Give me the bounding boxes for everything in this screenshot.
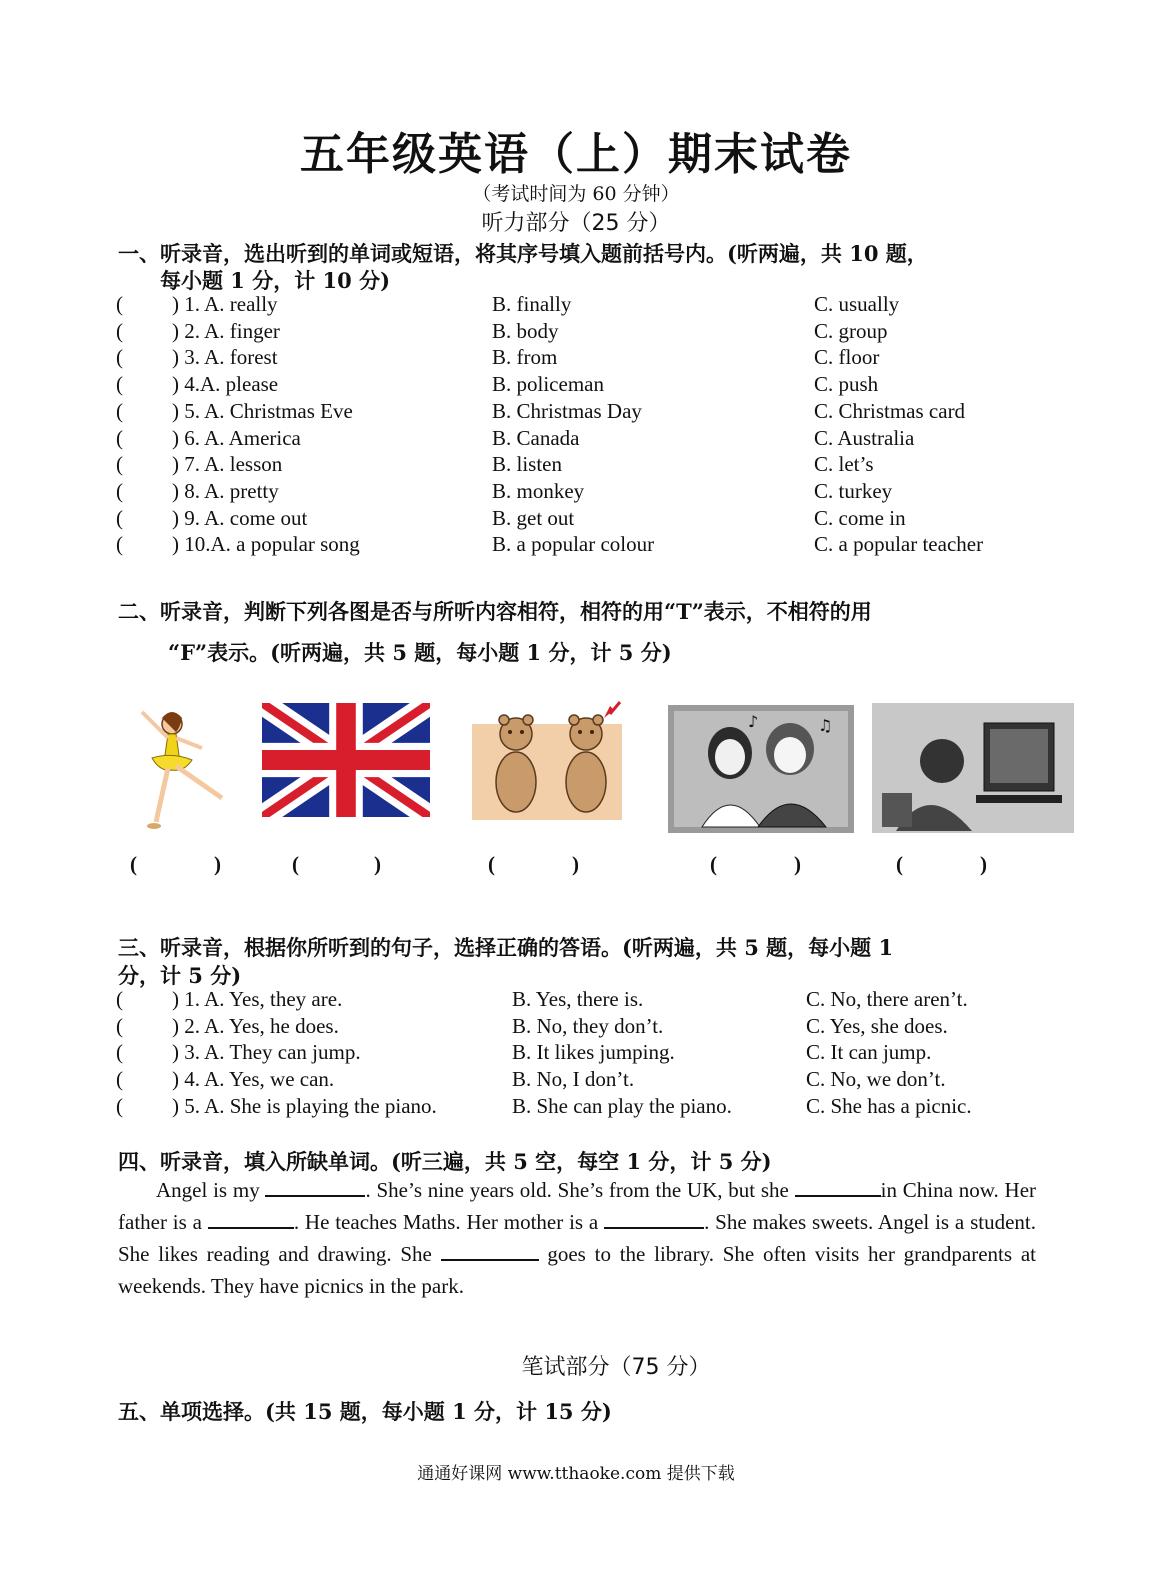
passage-text-3: in China now. Her father is a [118, 1178, 1037, 1234]
sec1-question-option-b: B. monkey [492, 478, 585, 503]
section-1-instruction-line2: 每小题 1 分，计 10 分) [160, 268, 391, 293]
picture-answer-bracket[interactable]: ) [980, 852, 987, 876]
picture-answer-bracket[interactable]: ( [130, 852, 137, 876]
sec3-question-option-c: C. Yes, she does. [806, 1013, 948, 1038]
sec1-question-option-q: ) 6. A. America [172, 425, 301, 450]
listening-part-header: 听力部分（25 分） [481, 211, 671, 236]
sec1-question-option-c: C. push [814, 372, 879, 397]
cloze-passage [118, 1174, 1036, 1302]
sec3-question-option-c: C. She has a picnic. [806, 1093, 972, 1118]
sec3-question-bracket[interactable]: ( [116, 987, 123, 1011]
sec1-question-option-b: B. policeman [492, 372, 604, 397]
passage-text-5: . She makes sweets. Angel is a student. She likes reading and drawing. She [118, 1210, 1036, 1266]
sec3-question-option-q: ) 5. A. She is playing the piano. [172, 1093, 437, 1118]
sec1-question-option-c: C. usually [814, 292, 900, 316]
section-2-instruction-line1: 二、听录音，判断下列各图是否与所听内容相符，相符的用“T”表示，不相符的用 [118, 599, 872, 624]
footer-source: 通通好课网 www.tthaoke.com 提供下载 [417, 1464, 735, 1484]
sec1-question-option-b: B. body [492, 318, 559, 343]
sec1-question-bracket[interactable]: ( [116, 425, 123, 450]
two-bears-picture [470, 698, 626, 826]
sec1-question-option-b: B. Christmas Day [492, 398, 642, 423]
picture-answer-bracket[interactable]: ) [794, 852, 801, 876]
svg-text:♫: ♫ [818, 716, 833, 735]
blank-2[interactable] [795, 1177, 881, 1197]
sec1-question-bracket[interactable]: ( [116, 372, 123, 397]
section-3-instruction-line1: 三、听录音，根据你所听到的句子，选择正确的答语。(听两遍，共 5 题，每小题 1 [118, 935, 894, 960]
blank-5[interactable] [441, 1241, 539, 1261]
section-5-instruction: 五、单项选择。(共 15 题，每小题 1 分，计 15 分) [118, 1399, 612, 1424]
section-1-instruction-line1: 一、听录音，选出听到的单词或短语，将其序号填入题前括号内。(听两遍，共 10 题， [118, 241, 928, 266]
sec1-question-option-b: B. Canada [492, 425, 580, 450]
exam-time-note: （考试时间为 60 分钟） [472, 183, 680, 205]
sec1-question-option-c: C. Australia [814, 425, 915, 450]
picture-answer-bracket[interactable]: ) [214, 852, 221, 876]
sec1-question-bracket[interactable]: ( [116, 345, 123, 370]
sec1-question-option-q: ) 4.A. please [172, 372, 279, 397]
sec1-question-option-c: C. Christmas card [814, 398, 966, 423]
sec1-question-option-b: B. listen [492, 452, 563, 477]
blank-3[interactable] [208, 1209, 294, 1229]
sec1-question-option-q: ) 5. A. Christmas Eve [172, 398, 353, 423]
sec3-question-option-c: C. No, there aren’t. [806, 987, 968, 1011]
sec1-question-bracket[interactable]: ( [116, 318, 123, 343]
sec3-question-option-c: C. No, we don’t. [806, 1067, 946, 1092]
sec1-question-option-b: B. from [492, 345, 558, 370]
passage-text-1: Angel is my [156, 1178, 260, 1202]
computer-boy-picture [872, 703, 1074, 833]
picture-answer-bracket[interactable]: ( [292, 852, 299, 876]
section-2-instruction-line2: “F”表示。(听两遍，共 5 题，每小题 1 分，计 5 分) [168, 640, 672, 665]
sec1-question-option-b: B. finally [492, 292, 572, 316]
sec1-question-option-c: C. turkey [814, 478, 893, 503]
singing-girls-picture [668, 705, 854, 833]
picture-answer-bracket[interactable]: ) [572, 852, 579, 876]
sec3-question-option-q: ) 1. A. Yes, they are. [172, 987, 343, 1011]
section-3-instruction-line2: 分，计 5 分) [118, 963, 242, 988]
sec3-question-option-b: B. No, they don’t. [512, 1013, 664, 1038]
sec1-question-bracket[interactable]: ( [116, 398, 123, 423]
sec1-question-option-b: B. a popular colour [492, 532, 655, 557]
picture-answer-bracket[interactable]: ( [710, 852, 717, 876]
sec3-question-option-c: C. It can jump. [806, 1040, 932, 1065]
sec3-question-option-b: B. No, I don’t. [512, 1067, 635, 1092]
sec1-question-bracket[interactable]: ( [116, 505, 123, 530]
picture-answer-bracket[interactable]: ) [374, 852, 381, 876]
section-4-instruction: 四、听录音，填入所缺单词。(听三遍，共 5 空，每空 1 分，计 5 分) [118, 1149, 772, 1174]
sec1-question-option-c: C. a popular teacher [814, 532, 984, 557]
sec1-question-option-q: ) 9. A. come out [172, 505, 308, 530]
written-part-header: 笔试部分（75 分） [521, 1355, 711, 1380]
passage-text-4: . He teaches Maths. Her mother is a [293, 1210, 599, 1234]
passage-text-6: goes to the library. She often visits her grandparents at weekends. They have picnics in the park. [118, 1242, 1036, 1298]
sec1-question-option-q: ) 8. A. pretty [172, 478, 279, 503]
sec1-question-option-q: ) 7. A. lesson [172, 452, 283, 477]
sec1-question-option-c: C. group [814, 318, 888, 343]
sec3-question-bracket[interactable]: ( [116, 1040, 123, 1065]
svg-text:♪: ♪ [748, 712, 759, 731]
dancing-girl-picture [130, 702, 230, 834]
sec3-question-bracket[interactable]: ( [116, 1067, 123, 1092]
blank-1[interactable] [265, 1177, 365, 1197]
sec1-question-option-q: ) 10.A. a popular song [172, 532, 360, 557]
sec1-question-option-q: ) 2. A. finger [172, 318, 280, 343]
sec1-question-option-q: ) 3. A. forest [172, 345, 278, 370]
union-jack-flag-picture [262, 703, 430, 817]
sec3-question-option-q: ) 4. A. Yes, we can. [172, 1067, 335, 1092]
sec3-question-option-b: B. Yes, there is. [512, 987, 644, 1011]
sec3-question-option-q: ) 3. A. They can jump. [172, 1040, 361, 1065]
sec1-question-option-c: C. come in [814, 505, 906, 530]
sec3-question-bracket[interactable]: ( [116, 1013, 123, 1038]
picture-answer-bracket[interactable]: ( [488, 852, 495, 876]
picture-answer-bracket[interactable]: ( [896, 852, 903, 876]
sec3-question-option-q: ) 2. A. Yes, he does. [172, 1013, 339, 1038]
blank-4[interactable] [604, 1209, 704, 1229]
passage-text-2: . She’s nine years old. She’s from the UK, but she [365, 1178, 789, 1202]
sec1-question-option-q: ) 1. A. really [172, 292, 278, 316]
sec1-question-bracket[interactable]: ( [116, 452, 123, 477]
sec1-question-option-c: C. let’s [814, 452, 874, 477]
sec1-question-bracket[interactable]: ( [116, 532, 123, 557]
sec1-question-option-c: C. floor [814, 345, 880, 370]
sec1-question-option-b: B. get out [492, 505, 575, 530]
sec3-question-option-b: B. It likes jumping. [512, 1040, 675, 1065]
sec3-question-option-b: B. She can play the piano. [512, 1093, 732, 1118]
sec3-question-bracket[interactable]: ( [116, 1093, 123, 1118]
page-title: 五年级英语（上）期末试卷 [300, 129, 852, 180]
sec1-question-bracket[interactable]: ( [116, 292, 123, 316]
sec1-question-bracket[interactable]: ( [116, 478, 123, 503]
